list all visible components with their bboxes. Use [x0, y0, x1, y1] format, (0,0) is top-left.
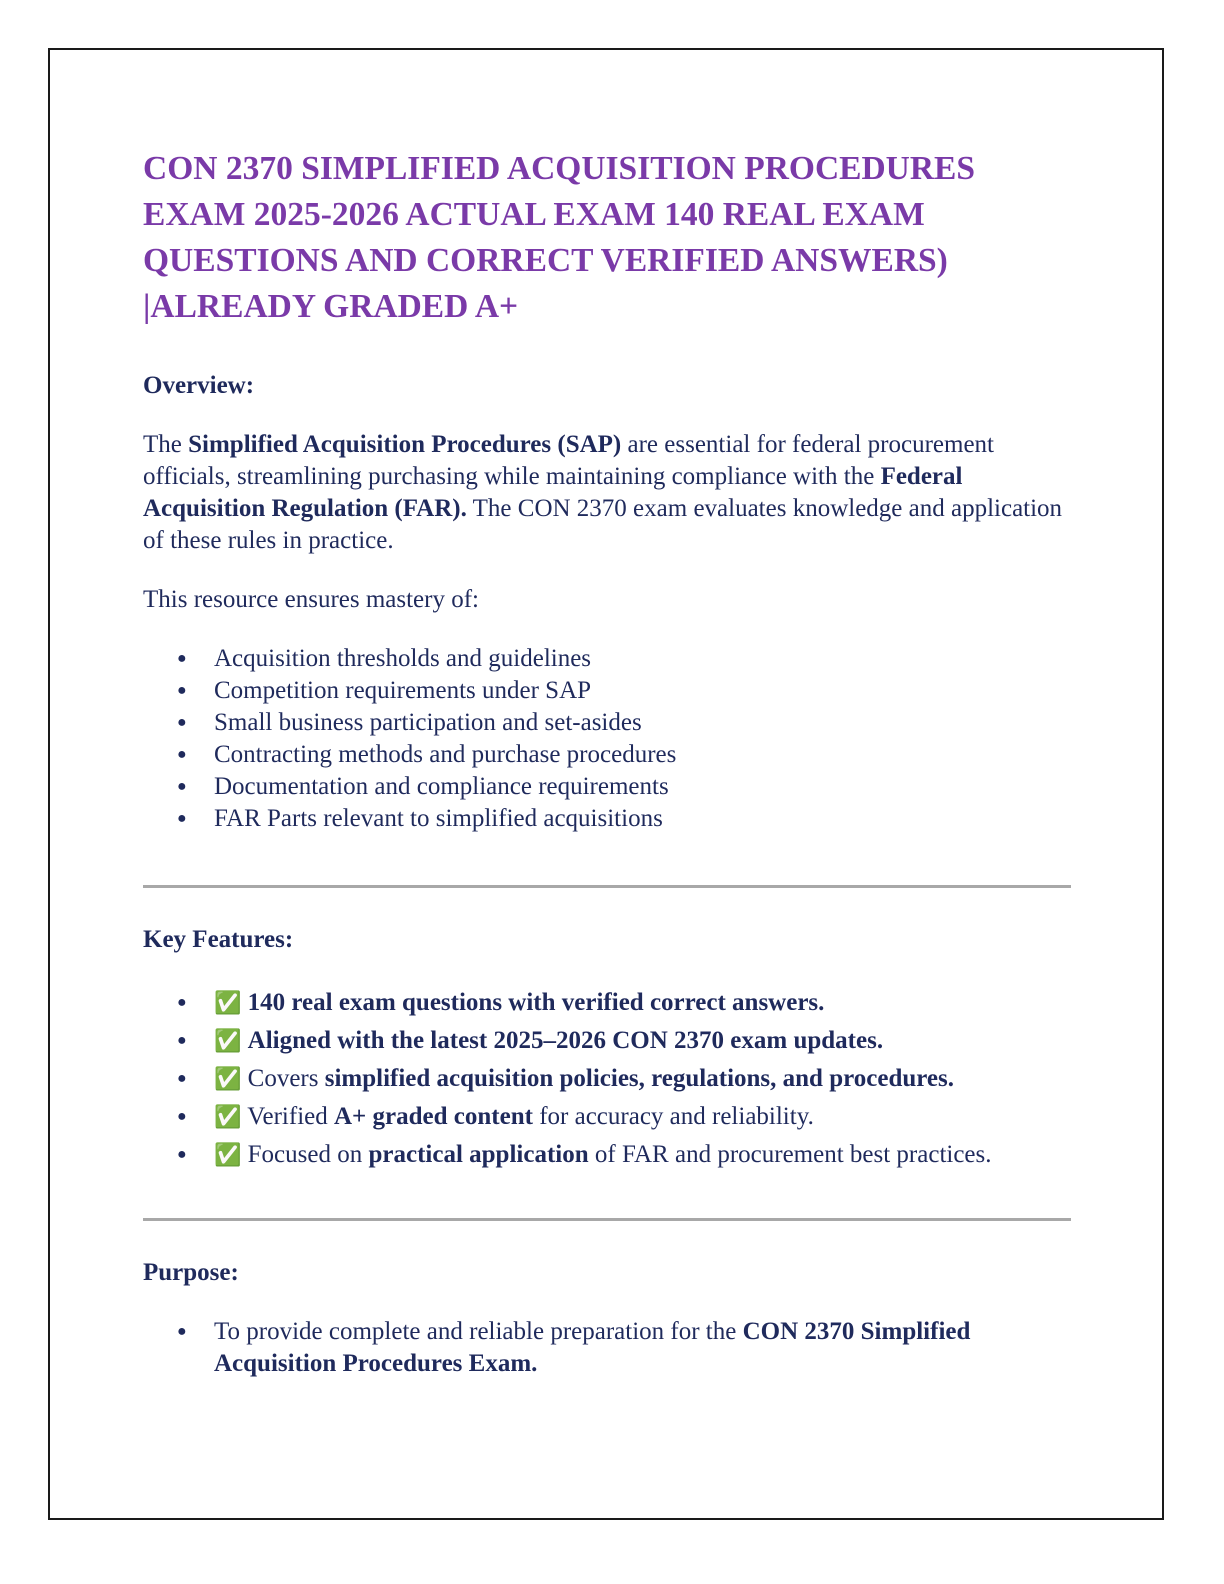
feature-5-bold: practical application: [368, 1141, 589, 1168]
list-item: [143, 1101, 1073, 1134]
list-item: [143, 643, 1073, 675]
overview-bold-far: Federal Acquisition Regulation (FAR).: [143, 463, 963, 522]
key-features-list: [143, 987, 1073, 1172]
list-item: [143, 739, 1073, 771]
mastery-intro: This resource ensures mastery of:: [143, 586, 479, 613]
purpose-text: To provide complete and reliable preparation for the: [214, 1318, 743, 1345]
bullet-icon: ●: [177, 650, 187, 667]
feature-3-text: Covers: [247, 1065, 325, 1092]
check-mark-icon: ✅: [214, 1143, 242, 1168]
purpose-list: [143, 1316, 1073, 1380]
check-mark-icon: ✅: [214, 1105, 242, 1130]
bullet-icon: ●: [177, 714, 187, 731]
bullet-icon: ●: [177, 994, 187, 1011]
title-line-1: CON 2370 SIMPLIFIED ACQUISITION PROCEDURES: [143, 150, 976, 187]
bullet-icon: ●: [177, 1070, 187, 1087]
overview-text-1: The: [143, 431, 189, 458]
bullet-icon: ●: [177, 1108, 187, 1125]
title-line-4: |ALREADY GRADED A+: [143, 288, 519, 325]
feature-2-bold: Aligned with the latest 2025–2026 CON 2370 exam updates.: [247, 1027, 884, 1054]
list-item: [143, 1316, 1073, 1380]
list-item: [143, 1139, 1073, 1172]
feature-5-text-2: of FAR and procurement best practices.: [588, 1141, 992, 1168]
purpose-bold: CON 2370 Simplified Acquisition Procedures Exam.: [214, 1318, 971, 1377]
feature-4-bold: A+ graded content: [334, 1103, 533, 1130]
overview-bold-sap: Simplified Acquisition Procedures (SAP): [188, 431, 622, 458]
title-line-3: QUESTIONS AND CORRECT VERIFIED ANSWERS): [143, 242, 948, 279]
list-item: [143, 987, 1073, 1020]
section-divider-1: [143, 885, 1071, 888]
bullet-icon: ●: [177, 1323, 187, 1340]
key-features-heading: Key Features:: [143, 926, 294, 953]
list-item: [143, 803, 1073, 835]
feature-4-text: Verified: [247, 1103, 334, 1130]
overview-text-2: are essential for federal procurement officials, streamlining purchasing while maintaining compliance with the: [143, 431, 994, 490]
bullet-icon: ●: [177, 1032, 187, 1049]
overview-paragraph: [143, 429, 1073, 557]
bullet-icon: ●: [177, 682, 187, 699]
list-item: [143, 707, 1073, 739]
list-item: [143, 675, 1073, 707]
list-item: [143, 771, 1073, 803]
check-mark-icon: ✅: [214, 1067, 242, 1092]
list-item-text: Small business participation and set-asides: [214, 709, 642, 736]
list-item-text: FAR Parts relevant to simplified acquisitions: [214, 805, 663, 832]
document-title: [143, 146, 1073, 330]
bullet-icon: ●: [177, 746, 187, 763]
overview-text-3: The CON 2370 exam evaluates knowledge and application of these rules in practice.: [143, 495, 1063, 554]
feature-1-bold: 140 real exam questions with verified correct answers.: [247, 989, 825, 1016]
feature-4-text-2: for accuracy and reliability.: [532, 1103, 814, 1130]
purpose-heading: Purpose:: [143, 1259, 239, 1286]
bullet-icon: ●: [177, 810, 187, 827]
list-item: [143, 1063, 1073, 1096]
list-item-text: Competition requirements under SAP: [214, 677, 592, 704]
document-content: [143, 146, 1073, 1380]
check-mark-icon: ✅: [214, 991, 242, 1016]
list-item-text: Acquisition thresholds and guidelines: [214, 645, 592, 672]
list-item-text: Documentation and compliance requirements: [214, 773, 669, 800]
bullet-icon: ●: [177, 1146, 187, 1163]
section-divider-2: [143, 1218, 1071, 1221]
overview-heading: Overview:: [143, 372, 255, 399]
feature-3-bold: simplified acquisition policies, regulations, and procedures.: [324, 1065, 954, 1092]
check-mark-icon: ✅: [214, 1029, 242, 1054]
bullet-icon: ●: [177, 778, 187, 795]
title-line-2: EXAM 2025-2026 ACTUAL EXAM 140 REAL EXAM: [143, 196, 925, 233]
list-item: [143, 1025, 1073, 1058]
list-item-text: Contracting methods and purchase procedures: [214, 741, 677, 768]
feature-5-text: Focused on: [247, 1141, 369, 1168]
mastery-list: [143, 643, 1073, 835]
